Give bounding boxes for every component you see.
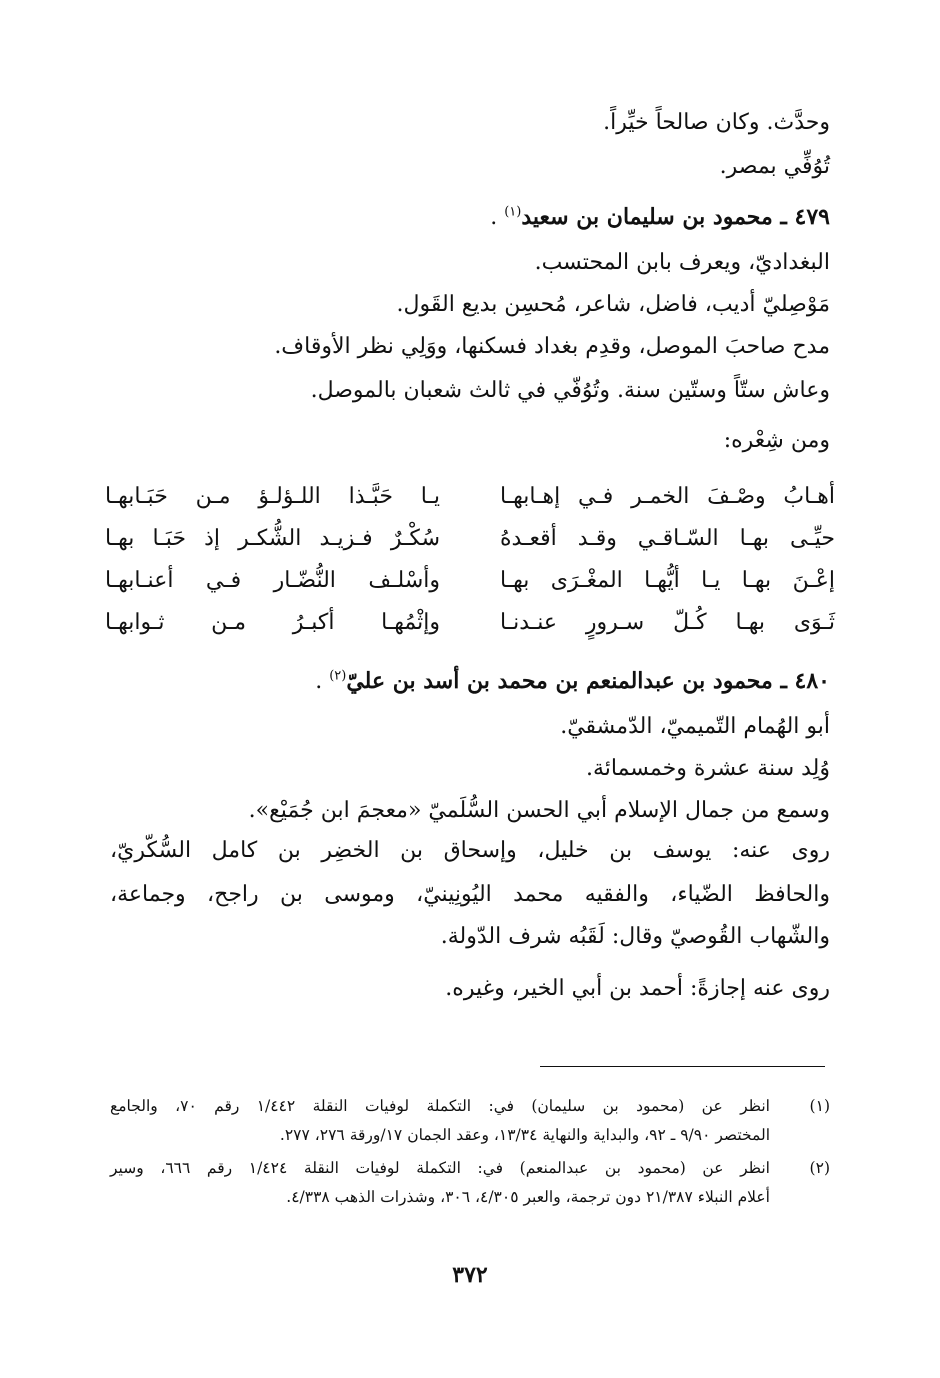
body-line: أبو الهُمام التّميميّ، الدّمشقيّ. — [560, 714, 830, 739]
verse-second-hemistich: سُكْـرٌ فـزيـد الشُّكـر إذ حَبَـا بهـا — [105, 526, 440, 551]
footnote-ref: (٢) — [329, 668, 347, 684]
body-line: وُلِد سنة عشرة وخمسمائة. — [585, 756, 830, 781]
poem-verse — [105, 608, 835, 638]
entry-heading — [315, 666, 830, 697]
body-line: ومن شِعْره: — [723, 428, 830, 453]
body-line: مَوْصِليّ أديب، فاضل، شاعر، مُحسِن بديع القَول. — [396, 292, 830, 317]
body-line: وحدَّث. وكان صالحاً خيِّراً. — [603, 110, 830, 135]
footnote-line: انظر عن (محمود بن سليمان) في: التكملة لوفيات النقلة ١/٤٤٢ رقم ٧٠، والجامع — [110, 1097, 770, 1115]
footnote-line: المختصر ٩/٩٠ ـ ٩٢، والبداية والنهاية ١٣/٣٤، وعقد الجمان ١٧/ورقة ٢٧٦، ٢٧٧. — [279, 1126, 770, 1144]
footnote-number: (١) — [809, 1097, 830, 1115]
verse-first-hemistich: إعْـنَ بهـا يـا أيُّهـا المغْـرَى بهـا — [500, 568, 835, 593]
poem-verse — [105, 482, 835, 512]
footnote — [110, 1154, 830, 1212]
verse-first-hemistich: أهـابُ وصْـفَ الخمـر فـي إهـابهـا — [500, 484, 835, 509]
body-line: والشّهاب القُوصيّ وقال: لَقَبُه شرف الدّولة. — [440, 924, 830, 949]
entry-heading-tail: . — [315, 669, 330, 694]
body-line: روى عنه إجازةً: أحمد بن أبي الخير، وغيره. — [445, 976, 830, 1001]
verse-second-hemistich: يـا حَبَّـذا اللـؤلـؤ مـن حَبَـابهـا — [105, 484, 440, 509]
footnote-text — [110, 1154, 770, 1212]
poem-verse — [105, 566, 835, 596]
page-number: ٣٧٢ — [452, 1262, 488, 1288]
body-line: وسمع من جمال الإسلام أبي الحسن السُّلَميّ «معجمَ ابن جُمَيْع». — [248, 798, 830, 823]
footnote-number: (٢) — [809, 1159, 830, 1177]
body-line: البغداديّ، ويعرف بابن المحتسب. — [534, 250, 830, 275]
body-line: وعاش ستّاً وستّين سنة. وتُوُفّي في ثالث شعبان بالموصل. — [310, 378, 830, 403]
body-line: مدح صاحبَ الموصل، وقدِم بغداد فسكنها، ووَلِي نظر الأوقاف. — [274, 334, 830, 359]
footnote — [110, 1092, 830, 1150]
body-line: تُوُفِّي بمصر. — [719, 154, 830, 179]
verse-second-hemistich: وأسْلـف النُّضّـار فـي أعنـابهـا — [105, 568, 440, 593]
verse-first-hemistich: حيِّـى بهـا السّـاقـي وقـد أقعـدهُ — [500, 526, 835, 551]
footnote-line: أعلام النبلاء ٢١/٣٨٧ دون ترجمة، والعبر ٤/٣٠٥، ٣٠٦، وشذرات الذهب ٤/٣٣٨. — [286, 1188, 770, 1206]
entry-heading-text: ٤٧٩ ـ محمود بن سليمان بن سعيد — [521, 204, 830, 230]
body-line: روى عنه: يوسف بن خليل، وإسحاق بن الخضِر بن كامل السُّكّريّ، — [110, 838, 830, 863]
verse-second-hemistich: وإثْمُهـا أكبـرُ مـن ثـوابهـا — [105, 610, 440, 635]
footnote-ref: (١) — [504, 204, 522, 220]
entry-heading — [490, 202, 830, 233]
body-line: والحافظ الضّياء، والفقيه محمد اليُونِينيّ، وموسى بن راجح، وجماعة، — [110, 882, 830, 907]
footnote-line: انظر عن (محمود بن عبدالمنعم) في: التكملة لوفيات النقلة ١/٤٢٤ رقم ٦٦٦، وسير — [110, 1159, 770, 1177]
entry-heading-tail: . — [490, 205, 505, 230]
poem-verse — [105, 524, 835, 554]
footnote-divider — [540, 1066, 825, 1067]
footnote-text — [110, 1092, 770, 1150]
entry-heading-text: ٤٨٠ ـ محمود بن عبدالمنعم بن محمد بن أسد بن عليّ — [346, 668, 830, 694]
verse-first-hemistich: ثَـوَى بهـا كُـلّ سـرورٍ عنـدنـا — [500, 610, 835, 635]
